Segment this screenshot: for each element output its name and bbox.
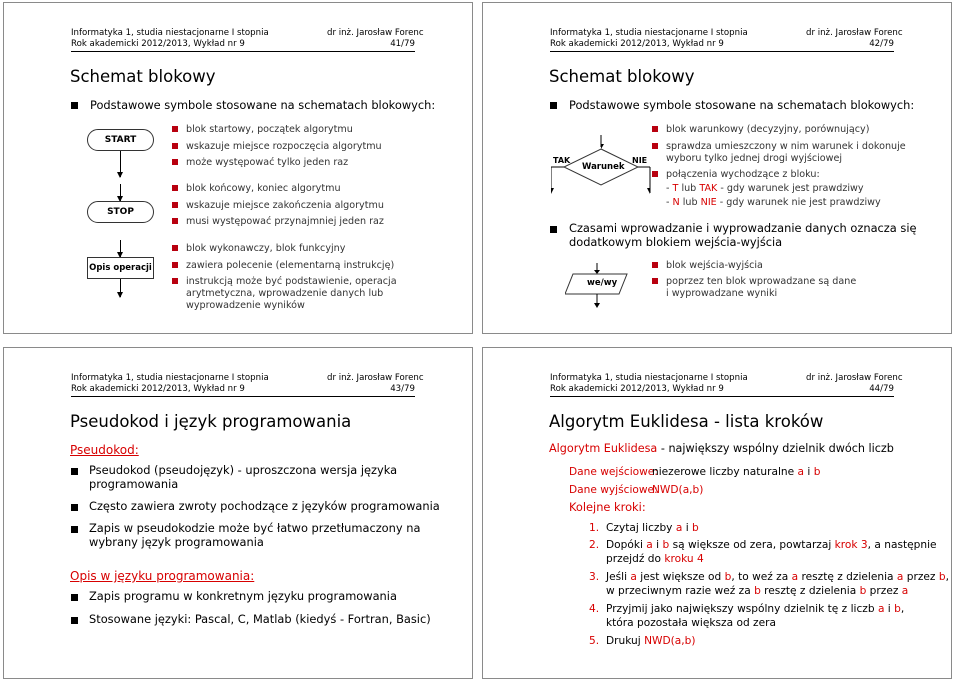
- step-2-cont: przejdź do kroku 4: [606, 553, 704, 565]
- stop-block: [87, 201, 154, 223]
- bullet-text: Zapis programu w konkretnym języku programowania: [89, 589, 397, 603]
- bullet-icon: [652, 126, 658, 132]
- step-number: 4.: [589, 603, 600, 615]
- io-desc-2-cont: i wyprowadzane wyniki: [666, 288, 778, 299]
- course-name: Informatyka 1, studia niestacjonarne I stopnia: [71, 28, 269, 38]
- bullet-icon: [71, 594, 78, 601]
- step-4-cont: która pozostała większa od zera: [606, 617, 776, 629]
- output-label: Dane wyjściowe:: [569, 484, 658, 496]
- bullet-icon: [172, 262, 178, 268]
- decision-tak-label: TAK: [553, 156, 571, 165]
- slide-title: Schemat blokowy: [70, 67, 216, 86]
- start-block: [87, 129, 154, 151]
- bullet-text: Zapis w pseudokodzie może być łatwo przetłumaczony na: [89, 521, 421, 535]
- input-label: Dane wejściowe:: [569, 466, 658, 478]
- slide-title: Algorytm Euklidesa - lista kroków: [549, 412, 824, 431]
- bullet-icon: [71, 526, 78, 533]
- op-desc-3: instrukcją może być podstawienie, operacja: [186, 276, 397, 288]
- slide-header: [4, 3, 472, 53]
- section-pseudokod: Pseudokod:: [70, 443, 139, 457]
- bullet-text: Pseudokod (pseudojęzyk) - uproszczona wersja języka: [89, 463, 398, 477]
- bullet-text: Stosowane języki: Pascal, C, Matlab (kiedyś - Fortran, Basic): [89, 612, 431, 626]
- stop-desc-3: musi występować przynajmniej jeden raz: [186, 216, 384, 228]
- arrow-icon: [120, 279, 121, 297]
- io-desc-2: poprzez ten blok wprowadzane są dane: [666, 276, 856, 288]
- operation-block: [87, 257, 154, 279]
- output-text: NWD(a,b): [652, 484, 704, 496]
- bullet-icon: [172, 245, 178, 251]
- start-desc-1: blok startowy, początek algorytmu: [186, 124, 353, 136]
- academic-year: Rok akademicki 2012/2013, Wykład nr 9: [550, 39, 724, 49]
- bullet-icon: [172, 159, 178, 165]
- header-divider: [71, 51, 415, 52]
- decision-nie-label: NIE: [632, 156, 648, 165]
- page-number: 42/79: [869, 39, 894, 49]
- bullet-icon: [71, 617, 78, 624]
- author: dr inż. Jarosław Forenc: [806, 373, 903, 383]
- course-name: Informatyka 1, studia niestacjonarne I stopnia: [550, 28, 748, 38]
- slide-title: Schemat blokowy: [549, 67, 695, 86]
- section-opis: Opis w języku programowania:: [70, 569, 255, 583]
- slide-42: [482, 2, 952, 334]
- start-label: START: [104, 135, 137, 145]
- step-2: Dopóki a i b są większe od zera, powtarzaj krok 3, a następnie: [606, 539, 937, 551]
- page-number: 43/79: [390, 384, 415, 394]
- io-desc-1: blok wejścia-wyjścia: [666, 260, 763, 272]
- bullet-icon: [652, 143, 658, 149]
- bullet-icon: [71, 102, 78, 109]
- course-name: Informatyka 1, studia niestacjonarne I stopnia: [71, 373, 269, 383]
- bullet-icon: [550, 102, 557, 109]
- op-desc-1: blok wykonawczy, blok funkcyjny: [186, 243, 345, 255]
- bullet-text: Często zawiera zwroty pochodzące z języków programowania: [89, 499, 440, 513]
- header-divider: [550, 396, 894, 397]
- decision-desc-3: połączenia wychodzące z bloku:: [666, 169, 820, 181]
- academic-year: Rok akademicki 2012/2013, Wykład nr 9: [550, 384, 724, 394]
- bullet-icon: [652, 262, 658, 268]
- slide-title: Pseudokod i język programowania: [70, 412, 352, 431]
- bullet-icon: [652, 278, 658, 284]
- step-number: 5.: [589, 635, 600, 647]
- bullet-icon: [172, 218, 178, 224]
- bullet-icon: [172, 202, 178, 208]
- arrow-icon: [120, 184, 121, 201]
- academic-year: Rok akademicki 2012/2013, Wykład nr 9: [71, 39, 245, 49]
- slide-44: [482, 347, 952, 679]
- decision-label: Warunek: [582, 162, 625, 172]
- decision-desc-2-cont: wyboru tylko jednej drogi wyjściowej: [666, 153, 843, 164]
- bullet-text: Podstawowe symbole stosowane na schematach blokowych:: [569, 98, 915, 112]
- slide-header: [483, 3, 951, 53]
- bullet-text-cont: wybrany język programowania: [89, 535, 264, 549]
- slide-header: [4, 348, 472, 398]
- arrow-icon: [120, 240, 121, 257]
- bullet-text: Czasami wprowadzanie i wyprowadzanie danych oznacza się: [569, 221, 917, 235]
- arrow-icon: [120, 151, 121, 177]
- academic-year: Rok akademicki 2012/2013, Wykład nr 9: [71, 384, 245, 394]
- io-label: we/wy: [587, 278, 618, 288]
- bullet-text-cont: programowania: [89, 477, 179, 491]
- page-number: 41/79: [390, 39, 415, 49]
- step-1: Czytaj liczby a i b: [606, 522, 699, 534]
- bullet-icon: [172, 278, 178, 284]
- steps-label: Kolejne kroki:: [569, 500, 646, 514]
- step-4: Przyjmij jako największy wspólny dzielnik tę z liczb a i b,: [606, 603, 905, 615]
- input-text: niezerowe liczby naturalne a i b: [652, 466, 821, 478]
- decision-desc-1: blok warunkowy (decyzyjny, porównujący): [666, 124, 869, 136]
- header-divider: [71, 396, 415, 397]
- bullet-icon: [71, 468, 78, 475]
- op-desc-3-cont2: wyprowadzenie wyników: [186, 300, 305, 311]
- bullet-icon: [550, 226, 557, 233]
- header-divider: [550, 51, 894, 52]
- bullet-icon: [71, 504, 78, 511]
- page-number: 44/79: [869, 384, 894, 394]
- decision-nie-desc: - N lub NIE - gdy warunek nie jest prawdziwy: [666, 197, 881, 208]
- operation-label: Opis operacji: [89, 263, 152, 273]
- start-desc-3: może występować tylko jeden raz: [186, 157, 348, 169]
- bullet-icon: [652, 171, 658, 177]
- bullet-icon: [172, 143, 178, 149]
- step-5: Drukuj NWD(a,b): [606, 635, 696, 647]
- op-desc-3-cont: arytmetyczna, wprowadzenie danych lub: [186, 288, 384, 299]
- author: dr inż. Jarosław Forenc: [806, 28, 903, 38]
- step-number: 1.: [589, 522, 600, 534]
- start-desc-2: wskazuje miejsce rozpoczęcia algorytmu: [186, 141, 382, 153]
- slide-43: [3, 347, 473, 679]
- slide-header: [483, 348, 951, 398]
- bullet-text-cont: dodatkowym blokiem wejścia-wyjścia: [569, 235, 783, 249]
- author: dr inż. Jarosław Forenc: [327, 373, 424, 383]
- decision-tak-desc: - T lub TAK - gdy warunek jest prawdziwy: [666, 183, 864, 194]
- step-3: Jeśli a jest większe od b, to weź za a resztę z dzielenia a przez b,: [606, 571, 949, 583]
- decision-desc-2: sprawdza umieszczony w nim warunek i dokonuje: [666, 141, 906, 153]
- stop-desc-2: wskazuje miejsce zakończenia algorytmu: [186, 200, 384, 212]
- op-desc-2: zawiera polecenie (elementarną instrukcję): [186, 260, 394, 272]
- step-3-cont: w przeciwnym razie weź za b resztę z dzielenia b przez a: [606, 585, 909, 597]
- slide-41: [3, 2, 473, 334]
- step-number: 3.: [589, 571, 600, 583]
- stop-label: STOP: [107, 207, 134, 217]
- bullet-text: Podstawowe symbole stosowane na schematach blokowych:: [90, 98, 436, 112]
- bullet-icon: [172, 185, 178, 191]
- course-name: Informatyka 1, studia niestacjonarne I stopnia: [550, 373, 748, 383]
- intro-line: Algorytm Euklidesa - największy wspólny dzielnik dwóch liczb: [549, 442, 894, 455]
- author: dr inż. Jarosław Forenc: [327, 28, 424, 38]
- step-number: 2.: [589, 539, 600, 551]
- stop-desc-1: blok końcowy, koniec algorytmu: [186, 183, 341, 195]
- bullet-icon: [172, 126, 178, 132]
